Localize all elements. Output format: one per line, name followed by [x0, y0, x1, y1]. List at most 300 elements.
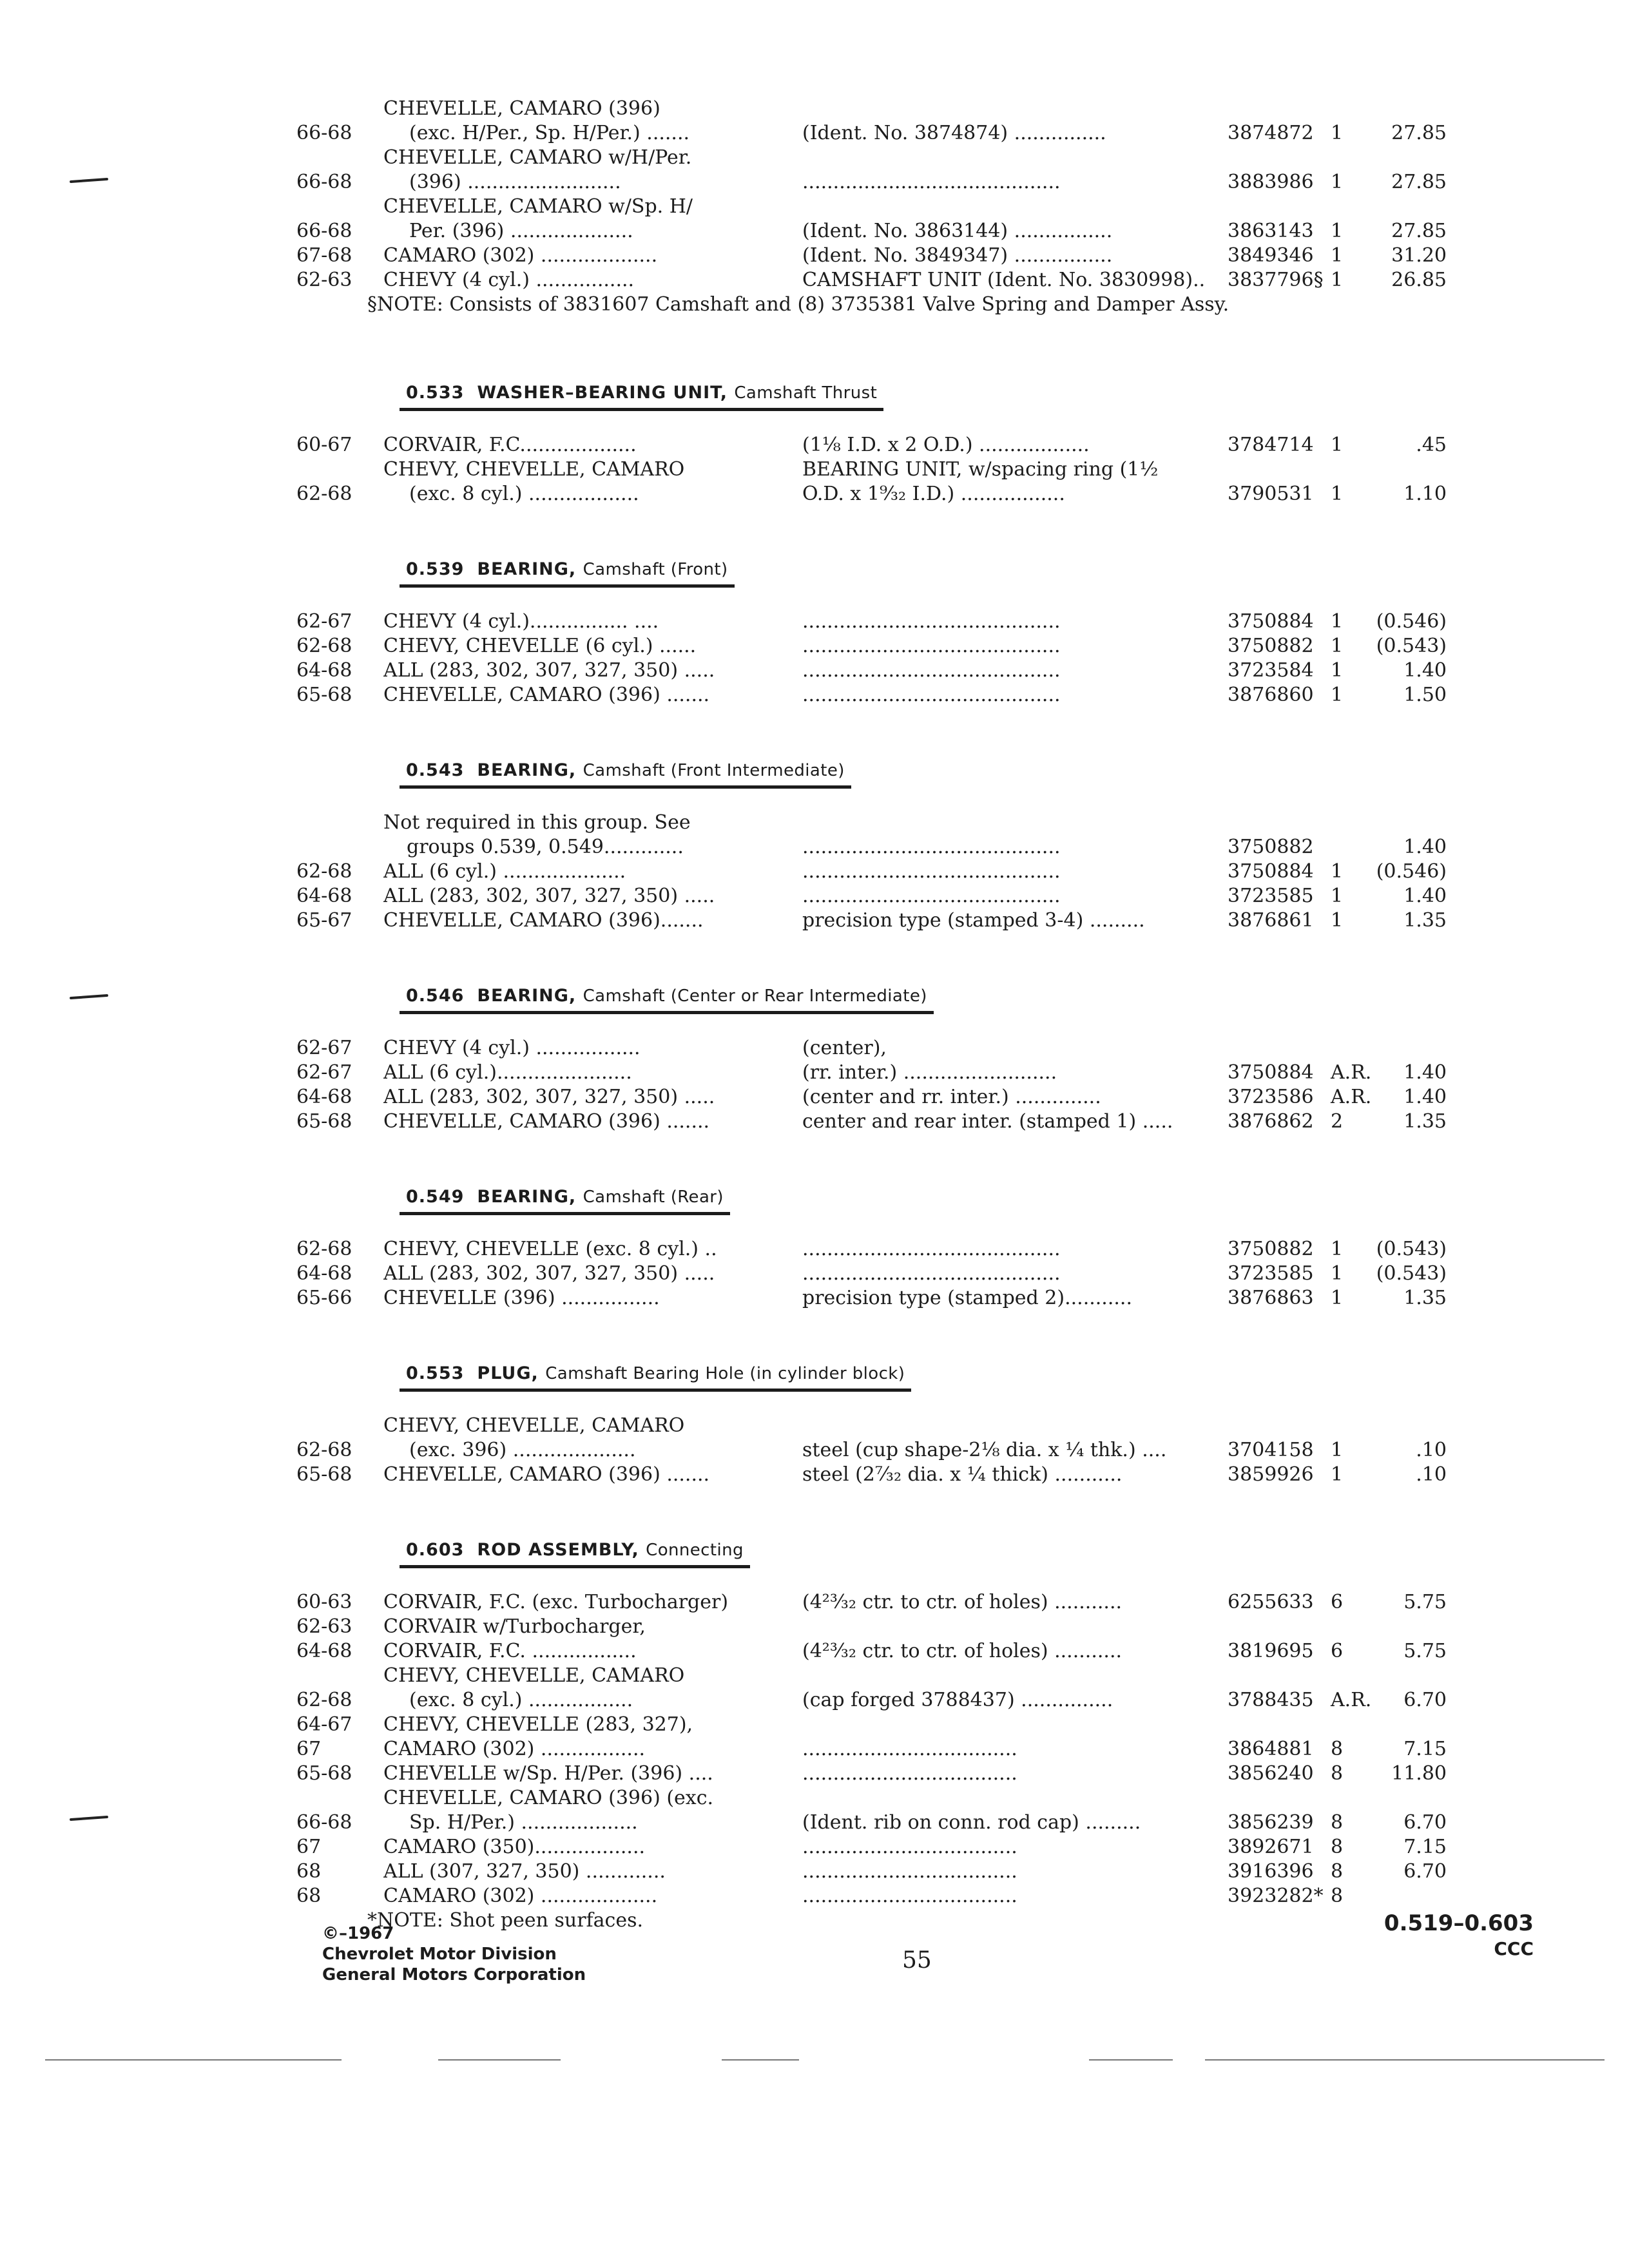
part-number: 3750884 — [1228, 860, 1314, 883]
quantity: 1 — [1331, 171, 1344, 193]
model-description — [383, 457, 776, 506]
scan-artifact-line — [438, 2059, 561, 2061]
model-description — [383, 97, 776, 146]
description-line: groups 0.539, 0.549............. — [407, 836, 684, 858]
model-description — [383, 884, 776, 908]
part-info-line: O.D. x 1⁹⁄₃₂ I.D.) ................. — [802, 483, 1065, 505]
scan-artifact-line — [1089, 2059, 1173, 2061]
part-info: .......................................... — [802, 610, 1061, 633]
section-subtitle: Camshaft (Front) — [583, 560, 728, 579]
parts-section — [296, 983, 1547, 1134]
model-description — [383, 1860, 776, 1884]
price: 1.40 — [1403, 1086, 1447, 1108]
description-line: CHEVY (4 cyl.) ................ — [383, 269, 635, 291]
part-info: precision type (stamped 2)........... — [802, 1287, 1132, 1309]
part-number: 3750882 — [1228, 836, 1314, 858]
parts-row — [296, 658, 1547, 683]
part-info: steel (2⁷⁄₃₂ dia. x ¼ thick) ........... — [802, 1463, 1123, 1486]
parts-row — [296, 1262, 1547, 1286]
parts-section — [296, 1184, 1547, 1311]
price: 1.10 — [1403, 483, 1447, 505]
part-number: 6255633 — [1228, 1591, 1314, 1613]
parts-row — [296, 1639, 1547, 1664]
part-number: 3876861 — [1228, 909, 1314, 932]
quantity: A.R. — [1331, 1086, 1372, 1108]
description-line: CORVAIR, F.C................... — [383, 434, 637, 456]
quantity: 1 — [1331, 1463, 1344, 1486]
group-number: 0.603 — [406, 1540, 465, 1560]
quantity: 1 — [1331, 1262, 1344, 1285]
description-line: ALL (283, 302, 307, 327, 350) ..... — [383, 1086, 715, 1108]
quantity: A.R. — [1331, 1689, 1372, 1711]
price: 1.50 — [1403, 684, 1447, 706]
publisher-block — [322, 1923, 586, 1985]
model-years: 66-68 — [296, 122, 352, 144]
parts-row — [296, 97, 1547, 146]
model-years: 62-68 — [296, 1238, 352, 1260]
description-line: ALL (283, 302, 307, 327, 350) ..... — [383, 885, 715, 907]
group-range: 0.519–0.603 — [1383, 1910, 1534, 1936]
price: 1.40 — [1403, 836, 1447, 858]
section-title: WASHER–BEARING UNIT, — [477, 383, 728, 403]
parts-row — [296, 1237, 1547, 1262]
model-description — [383, 610, 776, 634]
quantity: 2 — [1331, 1110, 1344, 1133]
model-years: 64-68 — [296, 885, 352, 907]
price: 1.35 — [1403, 1287, 1447, 1309]
group-number: 0.553 — [406, 1363, 465, 1383]
model-description — [383, 1590, 776, 1615]
description-line: CHEVY, CHEVELLE, CAMARO — [383, 1414, 685, 1437]
description-line: CHEVELLE (396) ................ — [383, 1287, 660, 1309]
quantity: 8 — [1331, 1836, 1344, 1858]
scan-artifact-line — [1205, 2059, 1605, 2061]
description-line: CHEVY, CHEVELLE (283, 327), — [383, 1713, 693, 1736]
section-subtitle: Camshaft (Rear) — [583, 1187, 724, 1207]
part-info: (4²³⁄₃₂ ctr. to ctr. of holes) ........... — [802, 1640, 1123, 1662]
description-line: ALL (6 cyl.)...................... — [383, 1061, 632, 1084]
description-line: CHEVELLE, CAMARO w/H/Per. — [383, 146, 692, 169]
price: 7.15 — [1403, 1836, 1447, 1858]
page-number: 55 — [902, 1947, 932, 1974]
group-number: 0.539 — [406, 559, 465, 579]
parts-row — [296, 1615, 1547, 1639]
part-info — [776, 457, 1228, 506]
model-years: 62-63 — [296, 1615, 352, 1638]
description-line: CORVAIR w/Turbocharger, — [383, 1615, 646, 1638]
model-description — [383, 268, 776, 293]
model-years: 62-68 — [296, 483, 352, 505]
price: (0.543) — [1376, 1238, 1447, 1260]
quantity: 6 — [1331, 1640, 1344, 1662]
model-years: 67 — [296, 1738, 322, 1760]
part-info: ................................... — [802, 1836, 1017, 1858]
parts-row — [296, 433, 1547, 457]
description-line: CAMARO (350).................. — [383, 1836, 646, 1858]
margin-mark — [70, 178, 108, 183]
parts-row — [296, 195, 1547, 244]
description-line: CHEVY (4 cyl.)................ .... — [383, 610, 659, 633]
price: 6.70 — [1403, 1860, 1447, 1883]
part-info: ................................... — [802, 1738, 1017, 1760]
part-info: (center and rr. inter.) .............. — [802, 1086, 1101, 1108]
quantity: 8 — [1331, 1885, 1344, 1907]
section-subtitle: Camshaft (Center or Rear Intermediate) — [583, 986, 927, 1006]
price: (0.546) — [1376, 610, 1447, 633]
price: 27.85 — [1391, 220, 1447, 242]
part-number: 3923282* — [1228, 1885, 1324, 1907]
part-info: ................................... — [802, 1885, 1017, 1907]
part-info: .......................................... — [802, 659, 1061, 682]
quantity: 1 — [1331, 1439, 1344, 1461]
part-number: 3849346 — [1228, 244, 1314, 267]
parts-row — [296, 1414, 1547, 1463]
description-line: (exc. 8 cyl.) ................. — [409, 1689, 633, 1711]
group-number: 0.546 — [406, 986, 465, 1006]
description-line: CHEVY, CHEVELLE, CAMARO — [383, 1664, 685, 1687]
description-line: (exc. H/Per., Sp. H/Per.) ....... — [409, 122, 690, 144]
model-description — [383, 1664, 776, 1713]
description-line: ALL (283, 302, 307, 327, 350) ..... — [383, 1262, 715, 1285]
parts-row — [296, 457, 1547, 506]
model-description — [383, 658, 776, 683]
quantity: 1 — [1331, 684, 1344, 706]
parts-row — [296, 1737, 1547, 1762]
model-description — [383, 1835, 776, 1860]
parts-row — [296, 1061, 1547, 1085]
description-line: CHEVELLE, CAMARO (396) ....... — [383, 1110, 710, 1133]
part-number: 3750884 — [1228, 1061, 1314, 1084]
parts-section — [296, 758, 1547, 933]
model-years: 64-68 — [296, 659, 352, 682]
parts-section — [296, 557, 1547, 707]
part-info: center and rear inter. (stamped 1) ..... — [802, 1110, 1173, 1133]
part-info: (rr. inter.) ......................... — [802, 1061, 1057, 1084]
parts-row — [296, 1786, 1547, 1835]
parts-row — [296, 908, 1547, 933]
model-years: 64-68 — [296, 1262, 352, 1285]
quantity: 6 — [1331, 1591, 1344, 1613]
parts-row — [296, 860, 1547, 884]
quantity: 1 — [1331, 635, 1344, 657]
part-number: 3750882 — [1228, 635, 1314, 657]
section-note: *NOTE: Shot peen surfaces. — [367, 1909, 644, 1932]
description-line: (exc. 8 cyl.) .................. — [409, 483, 639, 505]
part-number: 3723586 — [1228, 1086, 1314, 1108]
description-line: CORVAIR, F.C. ................. — [383, 1640, 637, 1662]
parts-row — [296, 244, 1547, 268]
part-number: 3876860 — [1228, 684, 1314, 706]
description-line: ALL (307, 327, 350) ............. — [383, 1860, 666, 1883]
part-info: steel (cup shape-2⅛ dia. x ¼ thk.) .... — [802, 1439, 1167, 1461]
price: (0.546) — [1376, 860, 1447, 883]
copyright: ©–1967 — [322, 1924, 394, 1943]
quantity: 1 — [1331, 659, 1344, 682]
model-description — [383, 1639, 776, 1664]
part-info: .......................................... — [802, 1262, 1061, 1285]
model-years: 65-68 — [296, 1762, 352, 1785]
part-number: 3790531 — [1228, 483, 1314, 505]
model-years: 65-68 — [296, 1463, 352, 1486]
model-years: 62-63 — [296, 269, 352, 291]
model-description — [383, 244, 776, 268]
quantity: 8 — [1331, 1811, 1344, 1834]
quantity: 1 — [1331, 1287, 1344, 1309]
price: 6.70 — [1403, 1811, 1447, 1834]
description-line: Not required in this group. See — [383, 811, 691, 834]
corporation: General Motors Corporation — [322, 1965, 586, 1984]
part-number: 3874872 — [1228, 122, 1314, 144]
description-line: CHEVELLE, CAMARO (396) ....... — [383, 684, 710, 706]
section-heading — [400, 1361, 911, 1392]
group-number: 0.533 — [406, 383, 465, 403]
parts-section — [296, 1537, 1547, 1933]
parts-row — [296, 1713, 1547, 1737]
model-description — [383, 1884, 776, 1908]
part-info: .......................................... — [802, 860, 1061, 883]
price: 1.35 — [1403, 909, 1447, 932]
part-number: 3876863 — [1228, 1287, 1314, 1309]
model-description — [383, 1262, 776, 1286]
description-line: CHEVELLE, CAMARO (396)....... — [383, 909, 704, 932]
parts-row — [296, 268, 1547, 293]
part-info: (Ident. No. 3874874) ............... — [802, 122, 1106, 144]
part-info: .......................................... — [802, 1238, 1061, 1260]
parts-row — [296, 1286, 1547, 1311]
parts-row — [296, 811, 1547, 860]
model-years: 66-68 — [296, 1811, 352, 1834]
part-info: .......................................... — [802, 635, 1061, 657]
model-years: 62-67 — [296, 610, 352, 633]
parts-row — [296, 1463, 1547, 1487]
quantity: A.R. — [1331, 1061, 1372, 1084]
part-number: 3788435 — [1228, 1689, 1314, 1711]
scan-artifact-line — [45, 2059, 342, 2061]
model-years: 68 — [296, 1860, 322, 1883]
part-info: (Ident. No. 3849347) ................ — [802, 244, 1113, 267]
section-subtitle: Camshaft (Front Intermediate) — [583, 761, 845, 780]
model-description — [383, 1737, 776, 1762]
price: 31.20 — [1391, 244, 1447, 267]
model-description — [383, 683, 776, 707]
scan-artifact-line — [722, 2059, 799, 2061]
price: 27.85 — [1391, 122, 1447, 144]
description-line: CAMARO (302) ................... — [383, 244, 658, 267]
price: 1.40 — [1403, 1061, 1447, 1084]
price: 5.75 — [1403, 1640, 1447, 1662]
quantity: 8 — [1331, 1762, 1344, 1785]
part-number: 3750884 — [1228, 610, 1314, 633]
model-description — [383, 908, 776, 933]
description-line: CHEVELLE, CAMARO (396) — [383, 97, 660, 120]
parts-row — [296, 1036, 1547, 1061]
description-line: CHEVELLE w/Sp. H/Per. (396) .... — [383, 1762, 713, 1785]
description-line: ALL (283, 302, 307, 327, 350) ..... — [383, 659, 715, 682]
part-number: 3723585 — [1228, 885, 1314, 907]
model-years: 65-66 — [296, 1287, 352, 1309]
model-description — [383, 433, 776, 457]
parts-section — [296, 1361, 1547, 1487]
model-years: 65-67 — [296, 909, 352, 932]
part-number: 3892671 — [1228, 1836, 1314, 1858]
model-years: 67 — [296, 1836, 322, 1858]
section-heading — [400, 984, 934, 1014]
price: 11.80 — [1391, 1762, 1447, 1785]
part-info: .......................................... — [802, 885, 1061, 907]
model-years: 64-68 — [296, 1086, 352, 1108]
model-description — [383, 1036, 776, 1061]
parts-row — [296, 1664, 1547, 1713]
price: .10 — [1416, 1463, 1447, 1486]
price: 7.15 — [1403, 1738, 1447, 1760]
quantity: 1 — [1331, 244, 1344, 267]
catalog-content — [296, 97, 1547, 1983]
part-number: 3856239 — [1228, 1811, 1314, 1834]
quantity: 1 — [1331, 610, 1344, 633]
group-number: 0.543 — [406, 760, 465, 780]
quantity: 1 — [1331, 885, 1344, 907]
price: 6.70 — [1403, 1689, 1447, 1711]
model-years: 60-63 — [296, 1591, 352, 1613]
part-number: 3750882 — [1228, 1238, 1314, 1260]
group-number: 0.549 — [406, 1187, 465, 1207]
parts-section — [296, 380, 1547, 506]
part-info: ................................... — [802, 1860, 1017, 1883]
quantity: 1 — [1331, 483, 1344, 505]
section-title: BEARING, — [477, 1187, 577, 1207]
model-years: 62-68 — [296, 1689, 352, 1711]
quantity: 1 — [1331, 434, 1344, 456]
parts-row — [296, 146, 1547, 195]
part-info: (Ident. rib on conn. rod cap) ......... — [802, 1811, 1141, 1834]
model-description — [383, 1414, 776, 1463]
part-number: 3819695 — [1228, 1640, 1314, 1662]
model-years: 62-68 — [296, 1439, 352, 1461]
model-description — [383, 195, 776, 244]
description-line: ALL (6 cyl.) .................... — [383, 860, 626, 883]
part-info: (cap forged 3788437) ............... — [802, 1689, 1113, 1711]
model-years: 64-67 — [296, 1713, 352, 1736]
price: 5.75 — [1403, 1591, 1447, 1613]
description-line: CHEVY, CHEVELLE, CAMARO — [383, 458, 685, 481]
description-line: CHEVY, CHEVELLE (6 cyl.) ...... — [383, 635, 697, 657]
quantity: 1 — [1331, 122, 1344, 144]
model-years: 66-68 — [296, 220, 352, 242]
section-heading — [400, 1185, 730, 1215]
parts-row — [296, 1085, 1547, 1110]
part-number: 3863143 — [1228, 220, 1314, 242]
section-heading — [400, 381, 883, 411]
section-subtitle: Camshaft Bearing Hole (in cylinder block) — [545, 1364, 905, 1383]
description-line: CHEVY (4 cyl.) ................. — [383, 1037, 641, 1059]
description-line: CHEVELLE, CAMARO w/Sp. H/ — [383, 195, 693, 218]
part-info: (1⅛ I.D. x 2 O.D.) .................. — [802, 434, 1090, 456]
section-title: BEARING, — [477, 760, 577, 780]
part-info: .......................................... — [802, 684, 1061, 706]
description-line: CHEVELLE, CAMARO (396) ....... — [383, 1463, 710, 1486]
part-info: (4²³⁄₃₂ ctr. to ctr. of holes) ........... — [802, 1591, 1123, 1613]
model-description — [383, 146, 776, 195]
section-subtitle: Connecting — [646, 1541, 744, 1560]
model-description — [383, 1713, 776, 1737]
description-line: CHEVY, CHEVELLE (exc. 8 cyl.) .. — [383, 1238, 717, 1260]
model-years: 65-68 — [296, 1110, 352, 1133]
quantity: 8 — [1331, 1860, 1344, 1883]
quantity: 1 — [1331, 269, 1344, 291]
model-years: 66-68 — [296, 171, 352, 193]
parts-section — [296, 97, 1547, 317]
margin-mark — [70, 994, 108, 999]
model-years: 62-67 — [296, 1037, 352, 1059]
part-info: .......................................... — [802, 836, 1061, 858]
model-description — [383, 1061, 776, 1085]
price: .10 — [1416, 1439, 1447, 1461]
section-heading — [400, 758, 851, 789]
section-title: BEARING, — [477, 559, 577, 579]
part-number: 3883986 — [1228, 171, 1314, 193]
model-description — [383, 1237, 776, 1262]
part-info: precision type (stamped 3-4) ......... — [802, 909, 1145, 932]
section-subtitle: Camshaft Thrust — [734, 383, 878, 403]
parts-row — [296, 1860, 1547, 1884]
model-description — [383, 1110, 776, 1134]
price: 1.35 — [1403, 1110, 1447, 1133]
section-title: BEARING, — [477, 986, 577, 1006]
model-description — [383, 634, 776, 658]
quantity: 1 — [1331, 220, 1344, 242]
description-line: (396) ......................... — [409, 171, 621, 193]
part-number: 3723584 — [1228, 659, 1314, 682]
parts-row — [296, 1110, 1547, 1134]
section-title: PLUG, — [477, 1363, 539, 1383]
quantity: 1 — [1331, 1238, 1344, 1260]
part-info-line: BEARING UNIT, w/spacing ring (1½ — [802, 458, 1159, 481]
model-years: 60-67 — [296, 434, 352, 456]
model-years: 65-68 — [296, 684, 352, 706]
description-line: (exc. 396) .................... — [409, 1439, 636, 1461]
description-line: CAMARO (302) ................... — [383, 1885, 658, 1907]
section-heading — [400, 557, 735, 588]
part-number: 3784714 — [1228, 434, 1314, 456]
parts-row — [296, 884, 1547, 908]
parts-row — [296, 634, 1547, 658]
part-number: 3859926 — [1228, 1463, 1314, 1486]
part-number: 3704158 — [1228, 1439, 1314, 1461]
part-info: .......................................... — [802, 171, 1061, 193]
parts-row — [296, 1590, 1547, 1615]
model-years: 68 — [296, 1885, 322, 1907]
description-line: CHEVELLE, CAMARO (396) (exc. — [383, 1787, 714, 1809]
price: (0.543) — [1376, 1262, 1447, 1285]
model-description — [383, 1085, 776, 1110]
section-title: ROD ASSEMBLY, — [477, 1540, 639, 1560]
price: 27.85 — [1391, 171, 1447, 193]
model-years: 62-68 — [296, 635, 352, 657]
quantity: 8 — [1331, 1738, 1344, 1760]
part-number: 3837796§ — [1228, 269, 1324, 291]
price: .45 — [1416, 434, 1447, 456]
group-range-block — [1360, 1910, 1534, 1962]
part-number: 3916396 — [1228, 1860, 1314, 1883]
part-info: (Ident. No. 3863144) ................ — [802, 220, 1113, 242]
parts-row — [296, 1762, 1547, 1786]
catalog-code: CCC — [1494, 1938, 1534, 1959]
model-years: 62-67 — [296, 1061, 352, 1084]
parts-row — [296, 683, 1547, 707]
model-description — [383, 860, 776, 884]
model-years: 67-68 — [296, 244, 352, 267]
model-description — [383, 1286, 776, 1311]
